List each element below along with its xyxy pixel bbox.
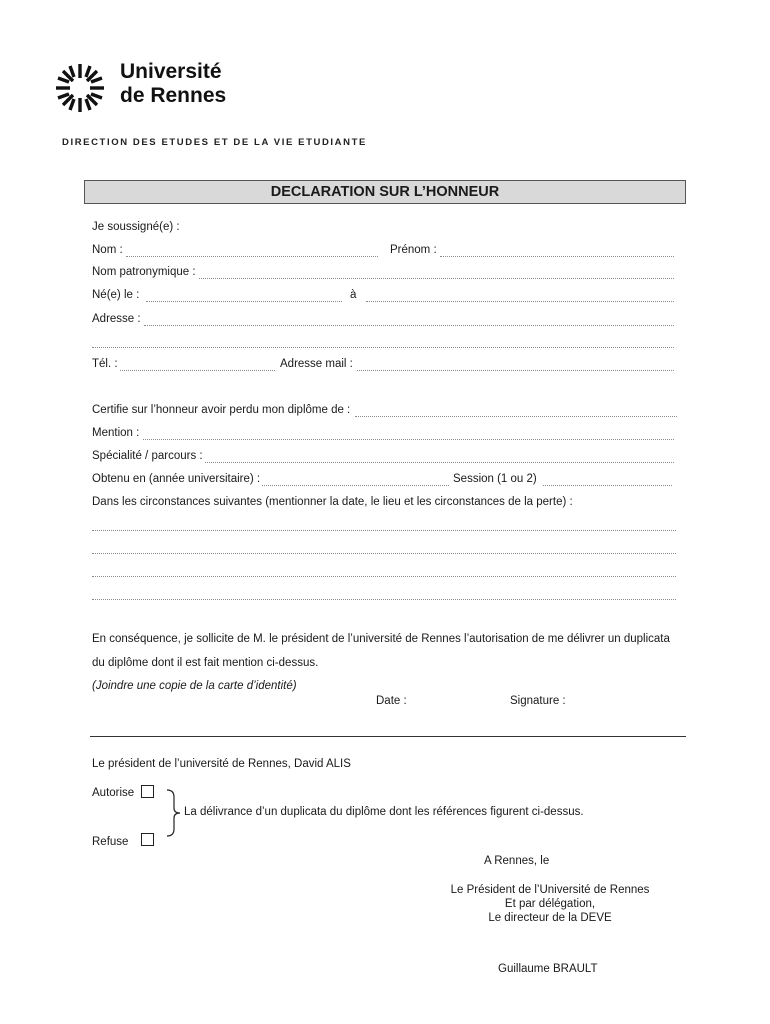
circonstances-field-line1[interactable] xyxy=(92,530,676,531)
consequence-text-line2: du diplôme dont il est fait mention ci-dessus. xyxy=(92,657,319,669)
date-label: Date : xyxy=(376,695,407,707)
consequence-text-line1: En conséquence, je sollicite de M. le président de l’université de Rennes l’autorisation de me délivrer un duplicata xyxy=(92,633,670,645)
a-rennes-text: A Rennes, le xyxy=(484,855,550,867)
signatory-line2: Et par délégation, xyxy=(504,898,596,910)
circonstances-field-line2[interactable] xyxy=(92,553,676,554)
autorise-checkbox[interactable] xyxy=(141,785,154,798)
university-name xyxy=(120,60,226,108)
nom-field[interactable] xyxy=(126,256,378,257)
prenom-label: Prénom : xyxy=(390,244,437,256)
university-logo-icon xyxy=(52,60,108,116)
ne-le-label: Né(e) le : xyxy=(92,289,140,301)
birth-date-field[interactable] xyxy=(146,301,342,302)
specialite-label: Spécialité / parcours : xyxy=(92,450,203,462)
university-name-line1: Université xyxy=(120,60,222,83)
signatory-line3: Le directeur de la DEVE xyxy=(488,912,612,924)
nom-label: Nom : xyxy=(92,244,123,256)
mention-label: Mention : xyxy=(92,427,140,439)
separator-line xyxy=(90,736,686,737)
president-line: Le président de l’université de Rennes, David ALIS xyxy=(92,758,351,770)
mention-field[interactable] xyxy=(143,439,674,440)
refuse-checkbox[interactable] xyxy=(141,833,154,846)
joindre-note: (Joindre une copie de la carte d’identité) xyxy=(92,680,297,692)
tel-field[interactable] xyxy=(120,370,275,371)
university-name-line2: de Rennes xyxy=(120,84,227,107)
tel-label: Tél. : xyxy=(92,358,118,370)
document-title: DECLARATION SUR L’HONNEUR xyxy=(84,180,686,204)
nom-patronymique-label: Nom patronymique : xyxy=(92,266,196,278)
signatory-line1: Le Président de l’Université de Rennes xyxy=(450,884,650,896)
refuse-label: Refuse xyxy=(92,836,129,848)
direction-heading: DIRECTION DES ETUDES ET DE LA VIE ETUDIANTE xyxy=(62,137,367,148)
adresse-field[interactable] xyxy=(144,325,674,326)
annee-field[interactable] xyxy=(262,485,449,486)
circonstances-label: Dans les circonstances suivantes (mentionner la date, le lieu et les circonstances de la perte) : xyxy=(92,496,573,508)
autorise-label: Autorise xyxy=(92,787,135,799)
circonstances-field-line4[interactable] xyxy=(92,599,676,600)
prenom-field[interactable] xyxy=(440,256,674,257)
adresse-field-line2[interactable] xyxy=(92,347,674,348)
adresse-mail-label: Adresse mail : xyxy=(280,358,353,370)
adresse-label: Adresse : xyxy=(92,313,141,325)
email-field[interactable] xyxy=(357,370,674,371)
session-field[interactable] xyxy=(543,485,672,486)
signatory-block xyxy=(430,883,670,925)
circonstances-field-line3[interactable] xyxy=(92,576,676,577)
a-label: à xyxy=(350,289,357,301)
brace-icon xyxy=(165,788,181,838)
specialite-field[interactable] xyxy=(205,462,674,463)
birth-place-field[interactable] xyxy=(366,301,674,302)
session-label: Session (1 ou 2) xyxy=(453,473,537,485)
diplome-field[interactable] xyxy=(355,416,677,417)
delivrance-text: La délivrance d’un duplicata du diplôme dont les références figurent ci-dessus. xyxy=(184,806,584,818)
obtenu-label: Obtenu en (année universitaire) : xyxy=(92,473,261,485)
signature-label: Signature : xyxy=(510,695,566,707)
signatory-name: Guillaume BRAULT xyxy=(498,963,598,975)
nom-patronymique-field[interactable] xyxy=(199,278,674,279)
soussigne-label: Je soussigné(e) : xyxy=(92,221,180,233)
certifie-label: Certifie sur l’honneur avoir perdu mon diplôme de : xyxy=(92,404,351,416)
